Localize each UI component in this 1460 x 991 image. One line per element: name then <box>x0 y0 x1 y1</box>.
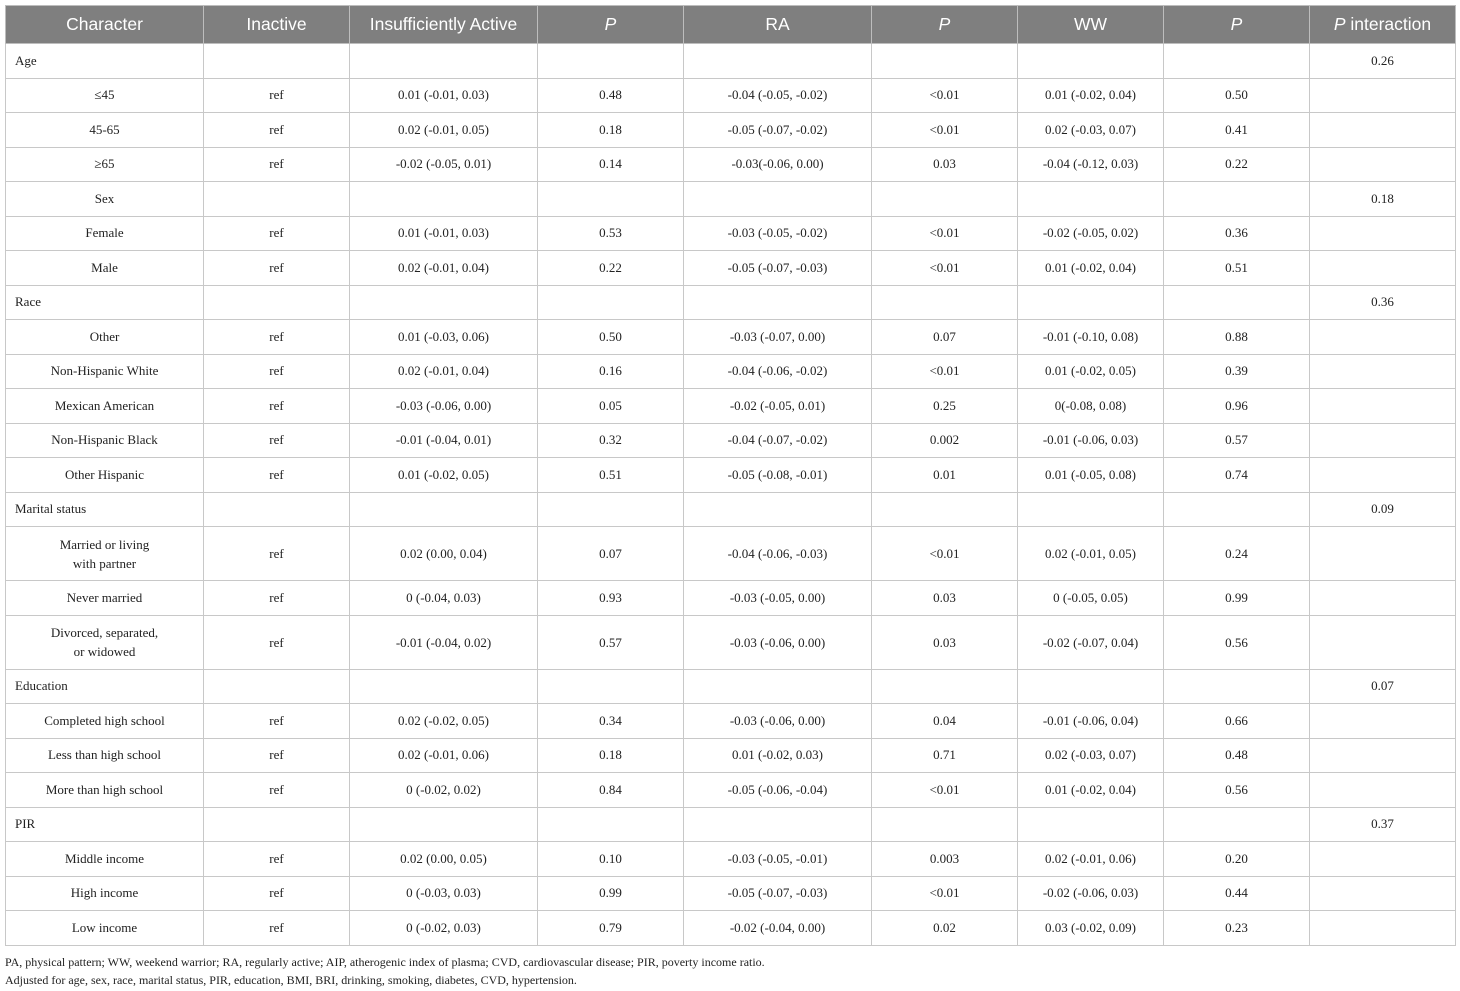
table-row <box>6 527 1456 581</box>
group-header-row <box>6 807 1456 842</box>
p-ra-cell: 0.04 <box>872 704 1018 739</box>
inactive-cell: ref <box>204 389 350 424</box>
insufficiently-active-cell: 0.02 (-0.01, 0.05) <box>350 113 538 148</box>
group-label: PIR <box>6 807 204 842</box>
empty-cell <box>1164 285 1310 320</box>
p-interaction-cell <box>1310 738 1456 773</box>
p-ww-cell: 0.20 <box>1164 842 1310 877</box>
ra-cell: -0.05 (-0.07, -0.03) <box>684 251 872 286</box>
table-row <box>6 216 1456 251</box>
p-interaction-cell <box>1310 527 1456 581</box>
header-row <box>6 6 1456 44</box>
empty-cell <box>684 285 872 320</box>
group-header-row <box>6 669 1456 704</box>
ww-cell: -0.04 (-0.12, 0.03) <box>1018 147 1164 182</box>
p-insufficient-cell: 0.32 <box>538 423 684 458</box>
row-label: 45-65 <box>6 113 204 148</box>
p-ww-cell: 0.48 <box>1164 738 1310 773</box>
empty-cell <box>872 44 1018 79</box>
row-label-line: with partner <box>72 555 137 571</box>
empty-cell <box>350 285 538 320</box>
inactive-cell: ref <box>204 738 350 773</box>
row-label: Non-Hispanic Black <box>6 423 204 458</box>
table-row <box>6 458 1456 493</box>
header-p-interaction <box>1310 6 1456 44</box>
inactive-cell: ref <box>204 423 350 458</box>
row-label: More than high school <box>6 773 204 808</box>
inactive-cell: ref <box>204 458 350 493</box>
p-interaction-cell <box>1310 389 1456 424</box>
p-interaction-cell <box>1310 113 1456 148</box>
inactive-cell: ref <box>204 876 350 911</box>
p-insufficient-cell: 0.84 <box>538 773 684 808</box>
table-row <box>6 423 1456 458</box>
group-header-row <box>6 492 1456 527</box>
p-ra-cell: <0.01 <box>872 251 1018 286</box>
insufficiently-active-cell: 0.02 (-0.01, 0.06) <box>350 738 538 773</box>
p-ra-cell: <0.01 <box>872 354 1018 389</box>
empty-cell <box>1018 285 1164 320</box>
empty-cell <box>1018 492 1164 527</box>
p-ww-cell: 0.23 <box>1164 911 1310 946</box>
header-insufficiently-active: Insufficiently Active <box>350 6 538 44</box>
empty-cell <box>350 492 538 527</box>
insufficiently-active-cell: 0.01 (-0.03, 0.06) <box>350 320 538 355</box>
ra-cell: -0.02 (-0.04, 0.00) <box>684 911 872 946</box>
insufficiently-active-cell: -0.02 (-0.05, 0.01) <box>350 147 538 182</box>
table-container <box>5 5 1455 946</box>
p-interaction-cell <box>1310 354 1456 389</box>
table-footnotes <box>5 953 765 989</box>
p-ww-cell: 0.41 <box>1164 113 1310 148</box>
ww-cell: 0.01 (-0.02, 0.05) <box>1018 354 1164 389</box>
p-ww-cell: 0.66 <box>1164 704 1310 739</box>
p-interaction-cell: 0.18 <box>1310 182 1456 217</box>
p-insufficient-cell: 0.57 <box>538 615 684 669</box>
p-insufficient-cell: 0.79 <box>538 911 684 946</box>
empty-cell <box>1164 492 1310 527</box>
table-body <box>6 44 1456 946</box>
p-insufficient-cell: 0.99 <box>538 876 684 911</box>
p-ra-cell: 0.02 <box>872 911 1018 946</box>
p-ra-cell: <0.01 <box>872 773 1018 808</box>
header-ra: RA <box>684 6 872 44</box>
row-label: Completed high school <box>6 704 204 739</box>
p-interaction-cell <box>1310 773 1456 808</box>
ra-cell: 0.01 (-0.02, 0.03) <box>684 738 872 773</box>
p-insufficient-cell: 0.14 <box>538 147 684 182</box>
p-insufficient-cell: 0.18 <box>538 738 684 773</box>
row-label-line: Divorced, separated, <box>50 625 159 640</box>
table-row <box>6 354 1456 389</box>
ra-cell: -0.05 (-0.07, -0.03) <box>684 876 872 911</box>
ww-cell: 0.02 (-0.01, 0.05) <box>1018 527 1164 581</box>
p-interaction-cell <box>1310 251 1456 286</box>
table-row <box>6 320 1456 355</box>
ww-cell: 0.01 (-0.02, 0.04) <box>1018 251 1164 286</box>
empty-cell <box>1164 44 1310 79</box>
empty-cell <box>684 44 872 79</box>
p-insufficient-cell: 0.07 <box>538 527 684 581</box>
inactive-cell: ref <box>204 78 350 113</box>
p-insufficient-cell: 0.50 <box>538 320 684 355</box>
row-label: Other Hispanic <box>6 458 204 493</box>
empty-cell <box>1164 807 1310 842</box>
group-header-row <box>6 182 1456 217</box>
p-ra-cell: <0.01 <box>872 527 1018 581</box>
row-label: Never married <box>6 581 204 616</box>
empty-cell <box>1164 182 1310 217</box>
row-label: Less than high school <box>6 738 204 773</box>
p-interaction-cell <box>1310 147 1456 182</box>
insufficiently-active-cell: 0.02 (0.00, 0.04) <box>350 527 538 581</box>
row-label-line: Married or living <box>59 536 150 552</box>
ra-cell: -0.03 (-0.06, 0.00) <box>684 615 872 669</box>
row-label-line: or widowed <box>73 644 136 659</box>
header-p-ra: P <box>872 6 1018 44</box>
p-interaction-cell: 0.26 <box>1310 44 1456 79</box>
p-ww-cell: 0.57 <box>1164 423 1310 458</box>
insufficiently-active-cell: 0 (-0.04, 0.03) <box>350 581 538 616</box>
p-ww-cell: 0.39 <box>1164 354 1310 389</box>
inactive-cell: ref <box>204 773 350 808</box>
p-interaction-cell <box>1310 842 1456 877</box>
p-ww-cell: 0.99 <box>1164 581 1310 616</box>
table-row <box>6 842 1456 877</box>
p-interaction-cell <box>1310 216 1456 251</box>
empty-cell <box>872 285 1018 320</box>
empty-cell <box>204 182 350 217</box>
insufficiently-active-cell: 0 (-0.02, 0.02) <box>350 773 538 808</box>
p-interaction-cell: 0.09 <box>1310 492 1456 527</box>
ww-cell: 0.02 (-0.03, 0.07) <box>1018 113 1164 148</box>
p-ww-cell: 0.88 <box>1164 320 1310 355</box>
p-ww-cell: 0.44 <box>1164 876 1310 911</box>
ra-cell: -0.04 (-0.06, -0.02) <box>684 354 872 389</box>
ra-cell: -0.02 (-0.05, 0.01) <box>684 389 872 424</box>
inactive-cell: ref <box>204 147 350 182</box>
insufficiently-active-cell: -0.03 (-0.06, 0.00) <box>350 389 538 424</box>
empty-cell <box>350 807 538 842</box>
inactive-cell: ref <box>204 216 350 251</box>
empty-cell <box>872 182 1018 217</box>
row-label <box>6 527 204 581</box>
p-ra-cell: 0.07 <box>872 320 1018 355</box>
ww-cell: -0.01 (-0.06, 0.03) <box>1018 423 1164 458</box>
empty-cell <box>204 44 350 79</box>
row-label: Female <box>6 216 204 251</box>
table-row <box>6 113 1456 148</box>
empty-cell <box>204 492 350 527</box>
p-ra-cell: 0.03 <box>872 615 1018 669</box>
insufficiently-active-cell: 0.02 (-0.02, 0.05) <box>350 704 538 739</box>
insufficiently-active-cell: 0 (-0.03, 0.03) <box>350 876 538 911</box>
insufficiently-active-cell: 0.02 (-0.01, 0.04) <box>350 354 538 389</box>
inactive-cell: ref <box>204 704 350 739</box>
empty-cell <box>1018 44 1164 79</box>
ww-cell: -0.01 (-0.06, 0.04) <box>1018 704 1164 739</box>
empty-cell <box>350 669 538 704</box>
p-interaction-cell <box>1310 615 1456 669</box>
empty-cell <box>538 492 684 527</box>
ra-cell: -0.03 (-0.05, -0.01) <box>684 842 872 877</box>
group-label: Marital status <box>6 492 204 527</box>
empty-cell <box>538 182 684 217</box>
group-label: Race <box>6 285 204 320</box>
p-interaction-cell <box>1310 423 1456 458</box>
header-ww: WW <box>1018 6 1164 44</box>
empty-cell <box>1018 182 1164 217</box>
p-interaction-cell: 0.07 <box>1310 669 1456 704</box>
ww-cell: -0.02 (-0.07, 0.04) <box>1018 615 1164 669</box>
p-interaction-cell <box>1310 581 1456 616</box>
ww-cell: 0.03 (-0.02, 0.09) <box>1018 911 1164 946</box>
p-ra-cell: 0.002 <box>872 423 1018 458</box>
insufficiently-active-cell: 0.01 (-0.01, 0.03) <box>350 216 538 251</box>
row-label: Other <box>6 320 204 355</box>
inactive-cell: ref <box>204 911 350 946</box>
p-ra-cell: 0.01 <box>872 458 1018 493</box>
p-insufficient-cell: 0.51 <box>538 458 684 493</box>
table-row <box>6 389 1456 424</box>
row-label: Middle income <box>6 842 204 877</box>
empty-cell <box>350 44 538 79</box>
row-label: Mexican American <box>6 389 204 424</box>
p-ww-cell: 0.51 <box>1164 251 1310 286</box>
row-label: Low income <box>6 911 204 946</box>
p-ww-cell: 0.24 <box>1164 527 1310 581</box>
empty-cell <box>538 44 684 79</box>
insufficiently-active-cell: 0.02 (-0.01, 0.04) <box>350 251 538 286</box>
table-row <box>6 147 1456 182</box>
inactive-cell: ref <box>204 354 350 389</box>
p-ra-cell: <0.01 <box>872 113 1018 148</box>
header-p-interaction-p: P <box>1333 14 1346 34</box>
empty-cell <box>1018 669 1164 704</box>
p-ww-cell: 0.22 <box>1164 147 1310 182</box>
row-label: Male <box>6 251 204 286</box>
p-interaction-cell: 0.36 <box>1310 285 1456 320</box>
p-ra-cell: 0.25 <box>872 389 1018 424</box>
ww-cell: 0.01 (-0.02, 0.04) <box>1018 773 1164 808</box>
group-label: Education <box>6 669 204 704</box>
empty-cell <box>684 807 872 842</box>
p-ra-cell: <0.01 <box>872 216 1018 251</box>
p-insufficient-cell: 0.93 <box>538 581 684 616</box>
inactive-cell: ref <box>204 320 350 355</box>
header-p-ww: P <box>1164 6 1310 44</box>
results-table <box>5 5 1456 946</box>
empty-cell <box>538 807 684 842</box>
table-row <box>6 704 1456 739</box>
table-row <box>6 581 1456 616</box>
table-row <box>6 876 1456 911</box>
ww-cell: 0 (-0.05, 0.05) <box>1018 581 1164 616</box>
insufficiently-active-cell: 0.01 (-0.01, 0.03) <box>350 78 538 113</box>
ra-cell: -0.03 (-0.05, 0.00) <box>684 581 872 616</box>
p-ww-cell: 0.50 <box>1164 78 1310 113</box>
group-header-row <box>6 44 1456 79</box>
row-label: Non-Hispanic White <box>6 354 204 389</box>
empty-cell <box>538 669 684 704</box>
header-inactive: Inactive <box>204 6 350 44</box>
inactive-cell: ref <box>204 113 350 148</box>
row-label: ≥65 <box>6 147 204 182</box>
p-ra-cell: 0.03 <box>872 147 1018 182</box>
ww-cell: 0.02 (-0.01, 0.06) <box>1018 842 1164 877</box>
row-label <box>6 615 204 669</box>
insufficiently-active-cell: 0 (-0.02, 0.03) <box>350 911 538 946</box>
p-insufficient-cell: 0.18 <box>538 113 684 148</box>
p-insufficient-cell: 0.48 <box>538 78 684 113</box>
table-row <box>6 78 1456 113</box>
empty-cell <box>684 182 872 217</box>
table-row <box>6 773 1456 808</box>
inactive-cell: ref <box>204 251 350 286</box>
p-insufficient-cell: 0.05 <box>538 389 684 424</box>
inactive-cell: ref <box>204 615 350 669</box>
p-insufficient-cell: 0.22 <box>538 251 684 286</box>
inactive-cell: ref <box>204 842 350 877</box>
empty-cell <box>872 669 1018 704</box>
p-interaction-cell <box>1310 458 1456 493</box>
ww-cell: 0.02 (-0.03, 0.07) <box>1018 738 1164 773</box>
empty-cell <box>350 182 538 217</box>
p-ww-cell: 0.74 <box>1164 458 1310 493</box>
ww-cell: 0(-0.08, 0.08) <box>1018 389 1164 424</box>
ra-cell: -0.03 (-0.07, 0.00) <box>684 320 872 355</box>
p-ww-cell: 0.56 <box>1164 773 1310 808</box>
insufficiently-active-cell: -0.01 (-0.04, 0.02) <box>350 615 538 669</box>
header-character: Character <box>6 6 204 44</box>
p-ww-cell: 0.96 <box>1164 389 1310 424</box>
header-p-interaction-label: interaction <box>1345 14 1432 34</box>
p-ra-cell: 0.71 <box>872 738 1018 773</box>
p-ww-cell: 0.36 <box>1164 216 1310 251</box>
ww-cell: 0.01 (-0.05, 0.08) <box>1018 458 1164 493</box>
ra-cell: -0.04 (-0.06, -0.03) <box>684 527 872 581</box>
inactive-cell: ref <box>204 581 350 616</box>
p-interaction-cell <box>1310 704 1456 739</box>
p-insufficient-cell: 0.53 <box>538 216 684 251</box>
ra-cell: -0.05 (-0.06, -0.04) <box>684 773 872 808</box>
group-label: Age <box>6 44 204 79</box>
row-label: High income <box>6 876 204 911</box>
ww-cell: -0.01 (-0.10, 0.08) <box>1018 320 1164 355</box>
ra-cell: -0.04 (-0.07, -0.02) <box>684 423 872 458</box>
empty-cell <box>204 285 350 320</box>
empty-cell <box>872 807 1018 842</box>
p-interaction-cell: 0.37 <box>1310 807 1456 842</box>
ww-cell: -0.02 (-0.06, 0.03) <box>1018 876 1164 911</box>
table-row <box>6 911 1456 946</box>
empty-cell <box>684 492 872 527</box>
table-row <box>6 615 1456 669</box>
p-ra-cell: <0.01 <box>872 876 1018 911</box>
inactive-cell: ref <box>204 527 350 581</box>
p-interaction-cell <box>1310 911 1456 946</box>
p-insufficient-cell: 0.34 <box>538 704 684 739</box>
p-insufficient-cell: 0.10 <box>538 842 684 877</box>
p-interaction-cell <box>1310 876 1456 911</box>
p-ra-cell: <0.01 <box>872 78 1018 113</box>
p-ra-cell: 0.03 <box>872 581 1018 616</box>
ra-cell: -0.03(-0.06, 0.00) <box>684 147 872 182</box>
ra-cell: -0.05 (-0.08, -0.01) <box>684 458 872 493</box>
ra-cell: -0.04 (-0.05, -0.02) <box>684 78 872 113</box>
empty-cell <box>204 807 350 842</box>
footnote-abbreviations: PA, physical pattern; WW, weekend warrior; RA, regularly active; AIP, atherogenic index of plasma; CVD, cardiovascular disease; PIR, poverty income ratio. <box>5 955 765 969</box>
p-interaction-cell <box>1310 78 1456 113</box>
empty-cell <box>872 492 1018 527</box>
empty-cell <box>204 669 350 704</box>
ra-cell: -0.03 (-0.06, 0.00) <box>684 704 872 739</box>
ww-cell: 0.01 (-0.02, 0.04) <box>1018 78 1164 113</box>
table-row <box>6 251 1456 286</box>
header-p-insufficient: P <box>538 6 684 44</box>
ra-cell: -0.03 (-0.05, -0.02) <box>684 216 872 251</box>
p-ra-cell: 0.003 <box>872 842 1018 877</box>
insufficiently-active-cell: -0.01 (-0.04, 0.01) <box>350 423 538 458</box>
group-header-row <box>6 285 1456 320</box>
empty-cell <box>684 669 872 704</box>
insufficiently-active-cell: 0.02 (0.00, 0.05) <box>350 842 538 877</box>
row-label: ≤45 <box>6 78 204 113</box>
ww-cell: -0.02 (-0.05, 0.02) <box>1018 216 1164 251</box>
insufficiently-active-cell: 0.01 (-0.02, 0.05) <box>350 458 538 493</box>
empty-cell <box>1164 669 1310 704</box>
p-insufficient-cell: 0.16 <box>538 354 684 389</box>
footnote-adjustment: Adjusted for age, sex, race, marital status, PIR, education, BMI, BRI, drinking, smoking, diabetes, CVD, hypertension. <box>5 973 577 987</box>
group-label: Sex <box>6 182 204 217</box>
table-row <box>6 738 1456 773</box>
empty-cell <box>538 285 684 320</box>
p-ww-cell: 0.56 <box>1164 615 1310 669</box>
ra-cell: -0.05 (-0.07, -0.02) <box>684 113 872 148</box>
empty-cell <box>1018 807 1164 842</box>
p-interaction-cell <box>1310 320 1456 355</box>
